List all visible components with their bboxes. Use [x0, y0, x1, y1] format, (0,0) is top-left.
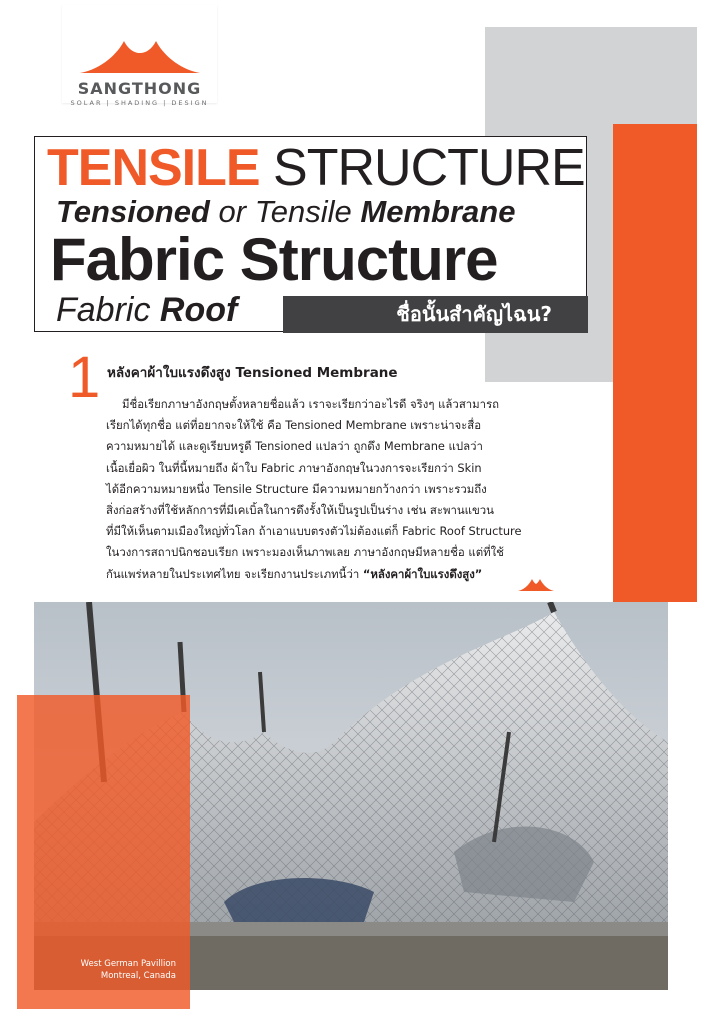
title-line-3: Fabric Structure: [50, 226, 498, 293]
tent-logo-icon: [80, 39, 200, 75]
title-membrane: Membrane: [360, 194, 516, 229]
body-line: สิ่งก่อสร้างที่ใช้หลักการที่มีเคเบิ้ลในการดึงรั้งให้เป็นรูปเป็นร่าง เช่น สะพานแขวน: [106, 503, 494, 518]
body-line: ได้อีกความหมายหนึ่ง Tensile Structure มีความหมายกว้างกว่า เพราะรวมถึง: [106, 481, 487, 496]
question-text: ชื่อนั้นสำคัญไฉน?: [396, 302, 552, 326]
body-quote: “หลังคาผ้าใบแรงดึงสูง”: [362, 566, 483, 581]
body-line: ความหมายได้ และดูเรียบหรูดี Tensioned แปลว่า ถูกดึง Membrane แปลว่า: [106, 439, 483, 454]
body-line: ที่มีให้เห็นตามเมืองใหญ่ทั่วโลก ถ้าเอาแบบตรงตัวไม่ต้องแต่ก็ Fabric Roof Structure: [106, 524, 522, 539]
photo-caption: [60, 958, 176, 982]
logo-tagline: SOLAR | SHADING | DESIGN: [70, 99, 209, 107]
title-tensile: Tensile: [254, 194, 352, 229]
body-line: ในวงการสถาปนิกชอบเรียก เพราะมองเห็นภาพเลย ภาษาอังกฤษมีหลายชื่อ แต่ที่ใช้: [106, 545, 504, 560]
question-bar: [283, 296, 588, 333]
orange-decor-block: [613, 124, 697, 602]
body-line: เรียกได้ทุกชื่อ แต่ที่อยากจะให้ใช้ คือ Tensioned Membrane เพราะน่าจะสื่อ: [106, 418, 482, 433]
title-or: or: [218, 194, 247, 229]
body-last-start: กันแพร่หลายในประเทศไทย จะเรียกงานประเภทนี้ว่า: [106, 566, 363, 581]
title-line-1: [47, 140, 585, 196]
body-line-last: [106, 564, 536, 585]
section-body: [106, 394, 536, 585]
section-number: 1: [68, 345, 101, 410]
body-line: เนื้อเยื่อผิว ในที่นี้หมายถึง ผ้าใบ Fabric ภาษาอังกฤษในวงการจะเรียกว่า Skin: [106, 460, 482, 475]
caption-line-2: Montreal, Canada: [100, 971, 176, 981]
title-line-4: [56, 290, 237, 330]
body-line: มีชื่อเรียกภาษาอังกฤษตั้งหลายชื่อแล้ว เราจะเรียกว่าอะไรดี จริงๆ แล้วสามารถ: [122, 397, 500, 411]
tent-mark-icon: [518, 578, 554, 592]
logo-name: SANGTHONG: [77, 79, 202, 98]
title-line-2: [56, 194, 515, 230]
title-fabric: Fabric: [56, 291, 151, 329]
title-tensioned: Tensioned: [56, 194, 210, 229]
title-roof: Roof: [159, 291, 238, 329]
title-structure: STRUCTURE: [273, 139, 585, 197]
title-highlight: TENSILE: [47, 139, 260, 197]
section-heading: หลังคาผ้าใบแรงดึงสูง Tensioned Membrane: [107, 365, 398, 381]
caption-line-1: West German Pavillion: [80, 959, 176, 969]
sangthong-logo: [62, 5, 217, 107]
